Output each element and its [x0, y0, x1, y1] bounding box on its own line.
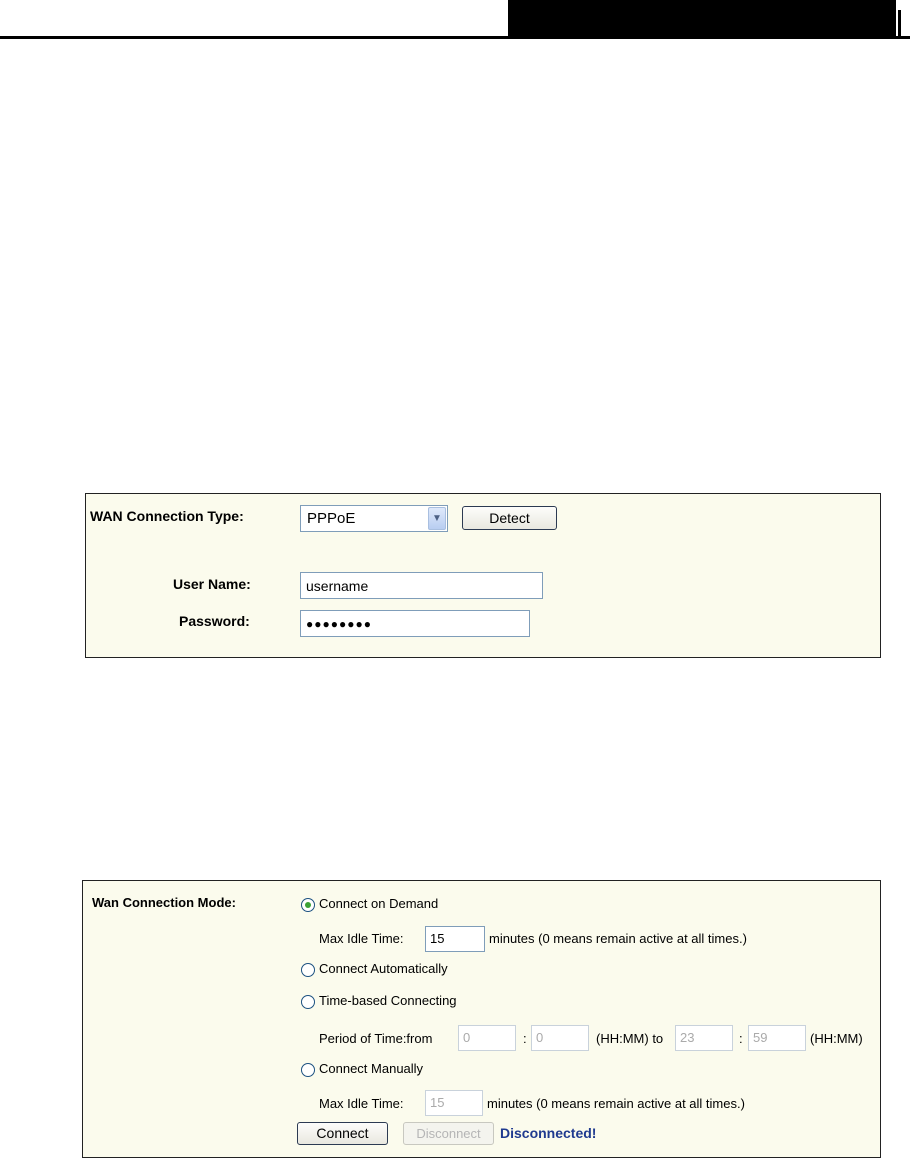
- header-bar: [508, 0, 896, 39]
- idle-note-manual: minutes (0 means remain active at all times.): [487, 1096, 745, 1111]
- period-label: Period of Time:from: [319, 1031, 433, 1046]
- connect-automatically-label: Connect Automatically: [319, 961, 448, 976]
- time-based-label: Time-based Connecting: [319, 993, 457, 1008]
- to-colon: :: [739, 1031, 743, 1046]
- idle-note-demand: minutes (0 means remain active at all times.): [489, 931, 747, 946]
- password-label: Password:: [179, 613, 250, 629]
- hhmm-label: (HH:MM): [810, 1031, 863, 1046]
- idle-time-input-demand[interactable]: 15: [425, 926, 485, 952]
- username-input[interactable]: username: [300, 572, 543, 599]
- disconnect-button[interactable]: Disconnect: [403, 1122, 494, 1145]
- max-idle-label-demand: Max Idle Time:: [319, 931, 404, 946]
- connect-button[interactable]: Connect: [297, 1122, 388, 1145]
- max-idle-label-manual: Max Idle Time:: [319, 1096, 404, 1111]
- wan-mode-label: Wan Connection Mode:: [92, 895, 236, 910]
- username-label: User Name:: [173, 576, 251, 592]
- to-hour-input[interactable]: 23: [675, 1025, 733, 1051]
- idle-time-input-manual[interactable]: 15: [425, 1090, 483, 1116]
- wan-type-label: WAN Connection Type:: [90, 508, 244, 524]
- from-minute-input[interactable]: 0: [531, 1025, 589, 1051]
- header-marker: [898, 10, 901, 36]
- wan-type-selected: PPPoE: [307, 510, 356, 527]
- radio-connect-automatically[interactable]: [301, 963, 315, 977]
- radio-connect-on-demand[interactable]: [301, 898, 315, 912]
- connect-manually-label: Connect Manually: [319, 1061, 424, 1076]
- password-input[interactable]: ●●●●●●●●: [300, 610, 530, 637]
- to-minute-input[interactable]: 59: [748, 1025, 806, 1051]
- from-colon: :: [523, 1031, 527, 1046]
- connect-on-demand-label: Connect on Demand: [319, 896, 439, 911]
- wan-mode-panel: [82, 880, 881, 1158]
- radio-connect-manually[interactable]: [301, 1063, 315, 1077]
- chevron-down-icon[interactable]: ▼: [428, 507, 446, 530]
- radio-time-based[interactable]: [301, 995, 315, 1009]
- connection-status: Disconnected!: [500, 1125, 597, 1141]
- hhmm-to-label: (HH:MM) to: [596, 1031, 664, 1046]
- from-hour-input[interactable]: 0: [458, 1025, 516, 1051]
- wan-type-panel: [85, 493, 881, 658]
- detect-button[interactable]: Detect: [462, 506, 557, 530]
- wan-type-select[interactable]: [300, 505, 448, 532]
